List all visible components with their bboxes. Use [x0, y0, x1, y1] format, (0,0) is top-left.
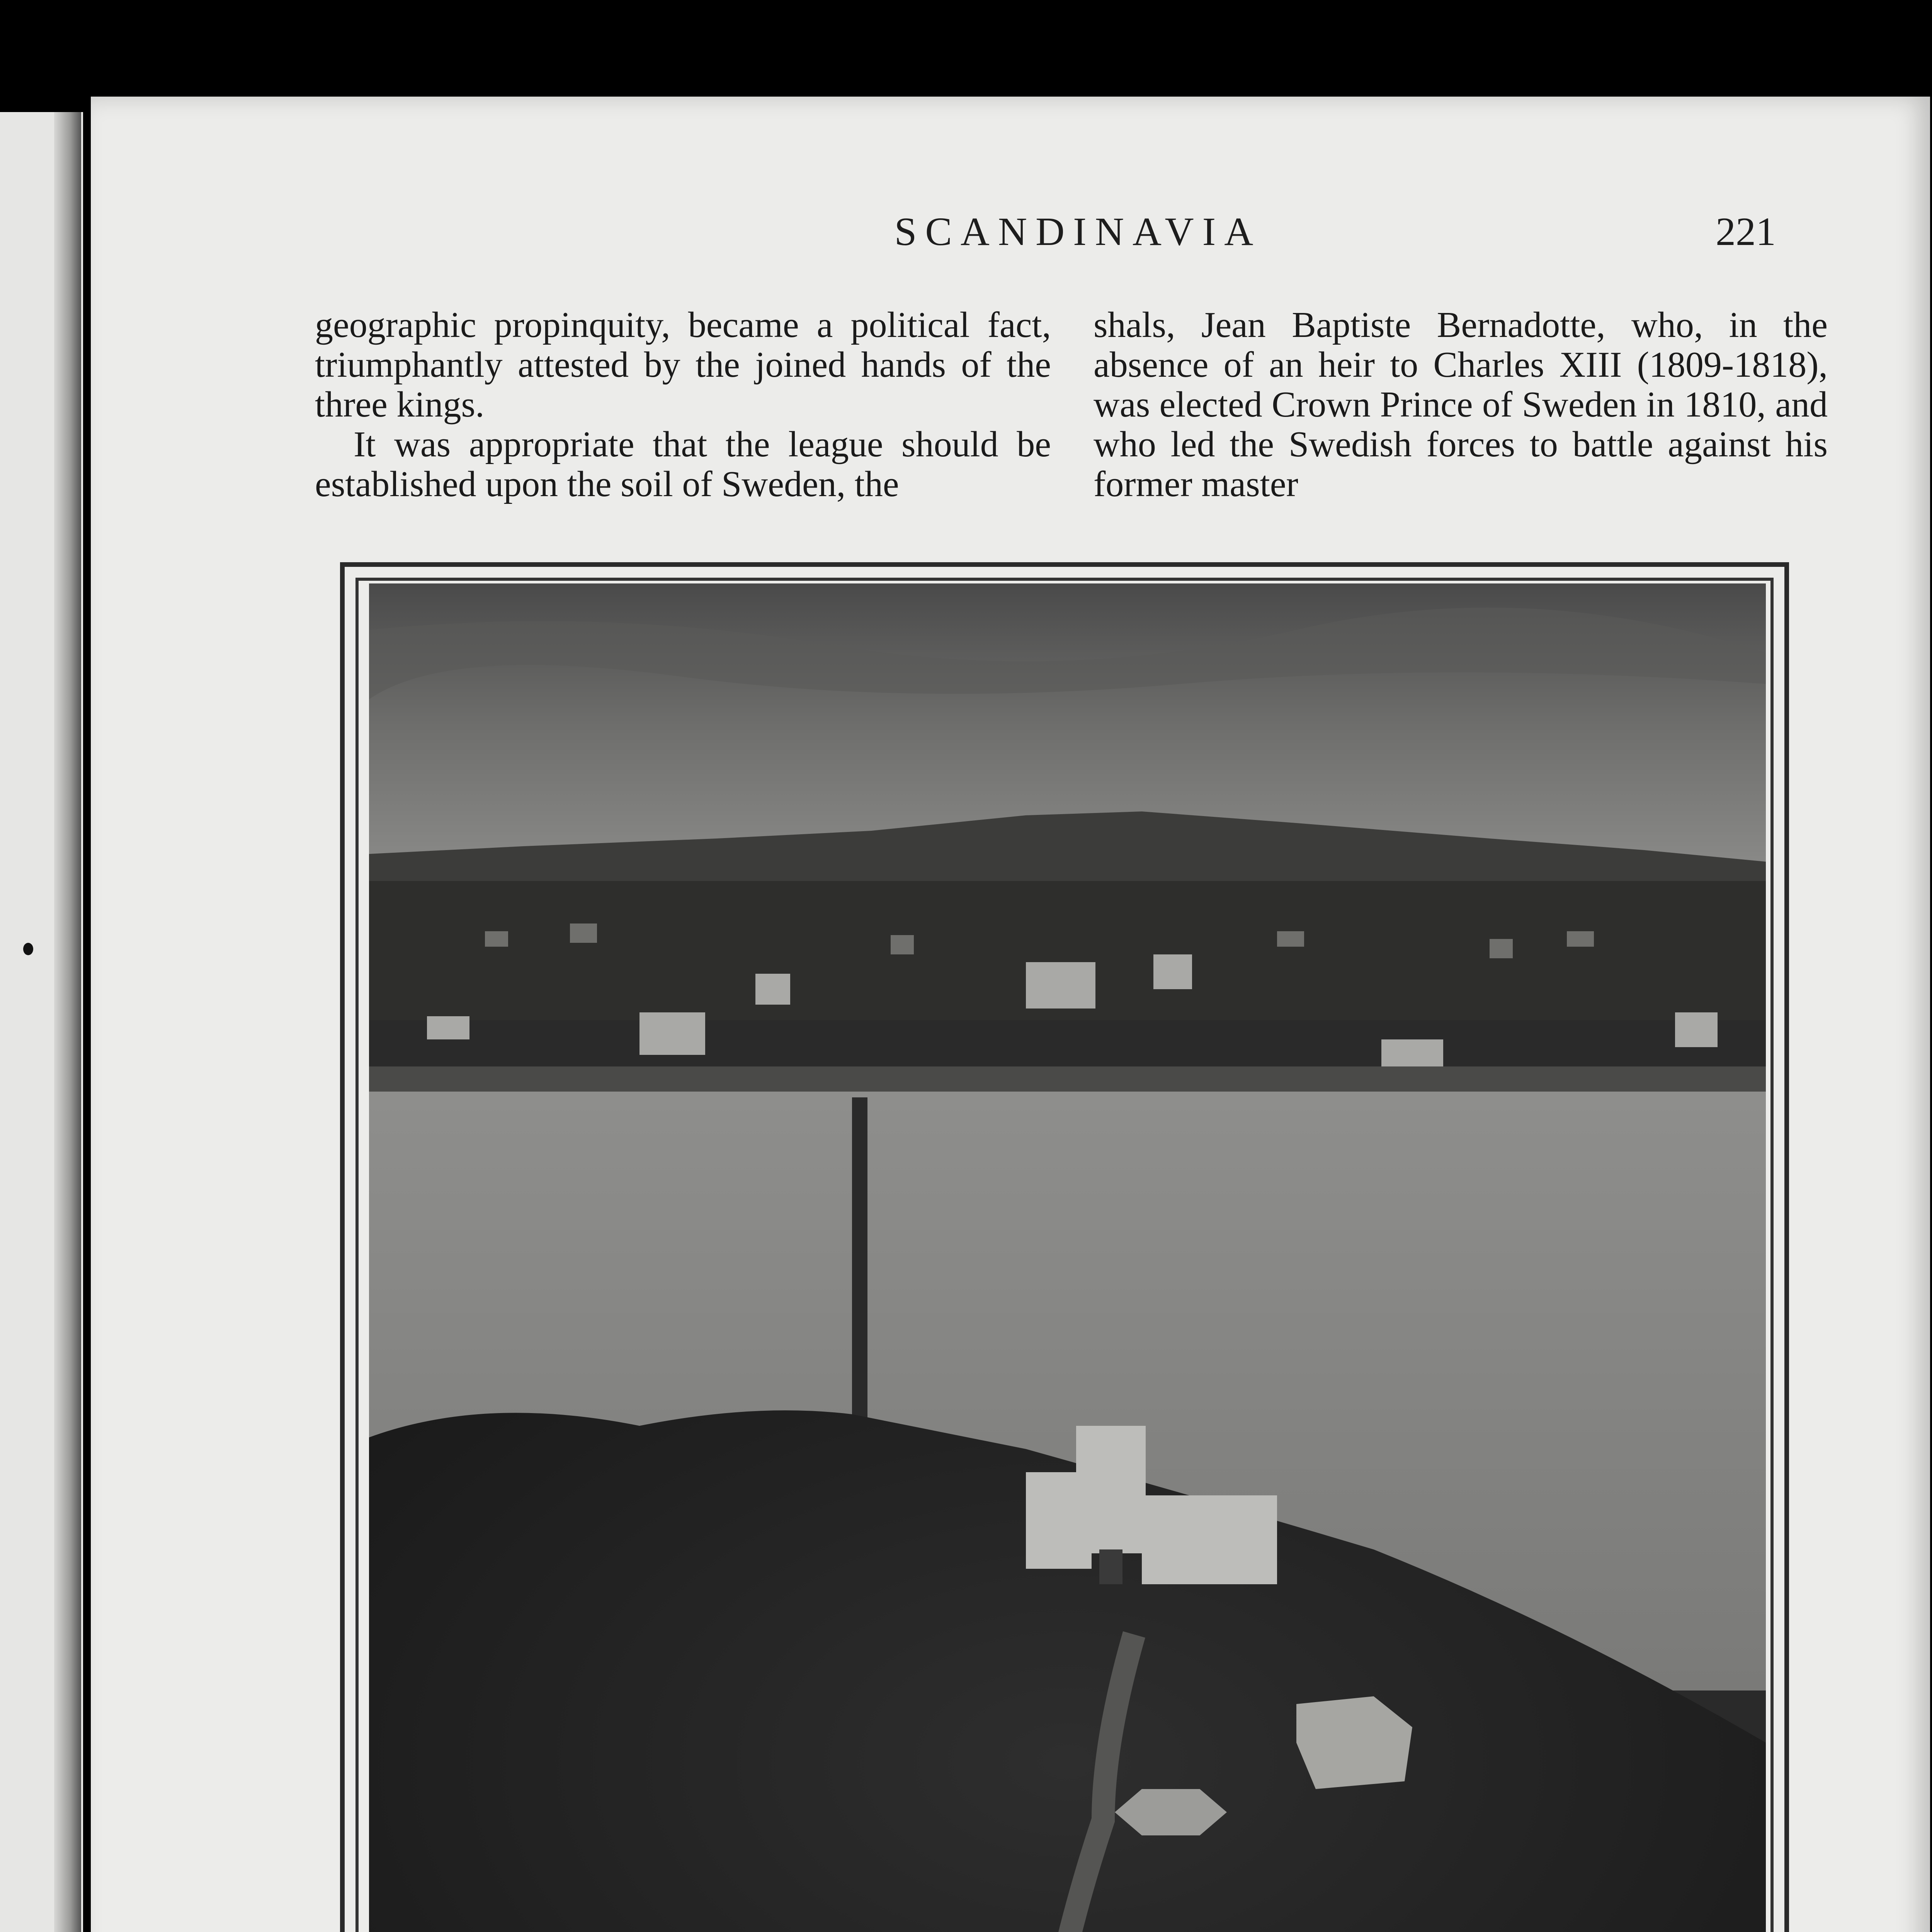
- paragraph: shals, Jean Baptiste Bernadotte, who, in the absence of an heir to Charles XIII (1809-1818), was elected Crown Prince of Sweden in 1810, and who led the Swedish forces to battle against his former master: [1094, 305, 1828, 504]
- paragraph: geographic propinquity, became a political fact, triumphantly attested by the joined hands of the three kings.: [315, 305, 1051, 425]
- text-column-top-left: [315, 305, 1051, 504]
- book-spine-shadow: [54, 112, 81, 1932]
- ink-speck: [23, 943, 33, 955]
- paragraph: It was appropriate that the league should be established upon the soil of Sweden, the: [315, 424, 1051, 504]
- text-column-top-right: [1094, 305, 1828, 504]
- running-head: SCANDINAVIA: [894, 209, 1262, 254]
- photograph-oscarshal-fiord: [369, 583, 1766, 1932]
- page-number: 221: [1716, 209, 1776, 254]
